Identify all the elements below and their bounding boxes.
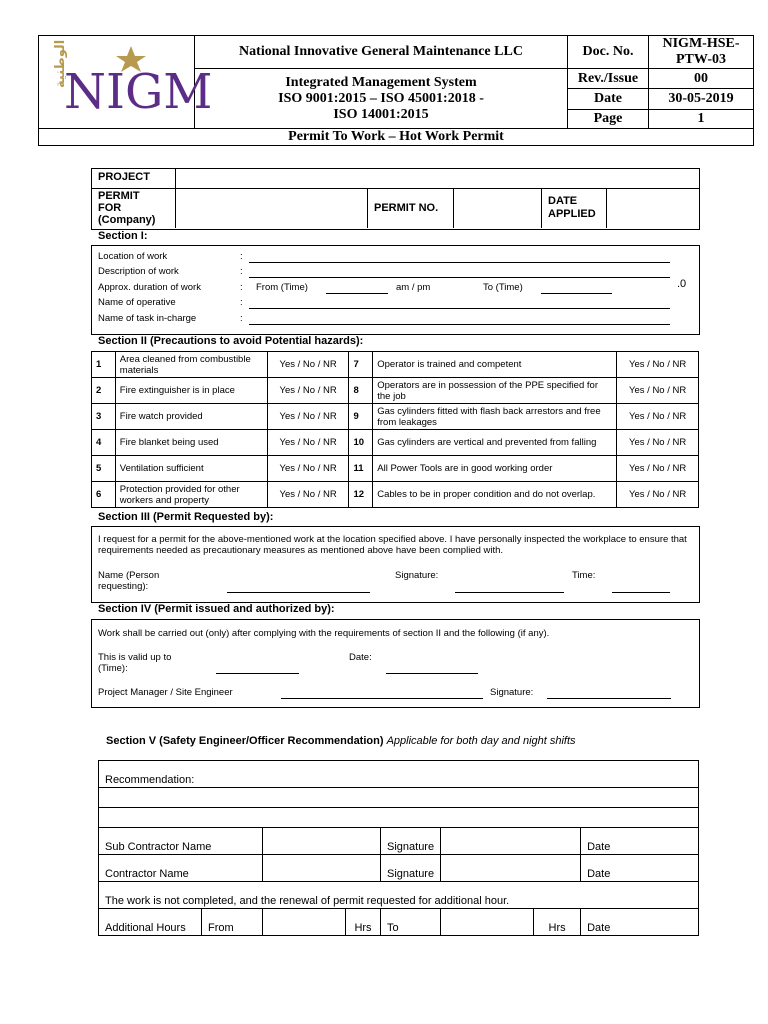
precaution-text: Area cleaned from combustible materials — [115, 352, 267, 378]
permit-for-line-3: (Company) — [98, 214, 156, 226]
to-time-label: To (Time) — [483, 282, 523, 293]
hrs-label-1: Hrs — [346, 909, 381, 936]
section3-statement: I request for a permit for the above-mentioned work at the location specified above. I have personally inspected the workplace to ensure that requirements needed as precautionary measures as mentioned above have been complied with. — [98, 534, 687, 556]
recommendation-label: Recommendation: — [105, 774, 195, 786]
precaution-number: 10 — [349, 430, 373, 456]
recommendation-cell[interactable] — [99, 761, 699, 788]
precaution-number: 6 — [92, 482, 116, 508]
section5-subtitle: Applicable for both day and night shifts — [386, 735, 576, 747]
precaution-row — [92, 456, 699, 482]
description-label: Description of work — [98, 266, 179, 277]
system-line-1: Integrated Management System — [285, 74, 477, 90]
precaution-number: 12 — [349, 482, 373, 508]
precaution-yes-no-nr[interactable]: Yes / No / NR — [267, 482, 349, 508]
precaution-number: 4 — [92, 430, 116, 456]
sub-contractor-label: Sub Contractor Name — [99, 828, 263, 855]
section4-date-field[interactable] — [386, 673, 478, 674]
to-time-field[interactable] — [541, 293, 612, 294]
permit-for-line-1: PERMIT — [98, 190, 140, 202]
precaution-row — [92, 430, 699, 456]
colon: : — [240, 266, 243, 277]
precaution-yes-no-nr[interactable]: Yes / No / NR — [617, 404, 699, 430]
requester-name-line-1: Name (Person — [98, 570, 160, 581]
date-value: 30-05-2019 — [649, 89, 754, 110]
operative-label: Name of operative — [98, 297, 176, 308]
section4-date-label: Date: — [349, 652, 372, 663]
section4-signature-field[interactable] — [547, 698, 671, 699]
sub-contractor-date-label: Date — [581, 828, 699, 855]
project-manager-field[interactable] — [281, 698, 483, 699]
logo-text: NIGM — [63, 63, 212, 120]
precaution-yes-no-nr[interactable]: Yes / No / NR — [617, 482, 699, 508]
requester-name-field[interactable] — [227, 592, 370, 593]
hrs-label-2: Hrs — [534, 909, 581, 936]
precaution-row — [92, 352, 699, 378]
management-system — [195, 69, 568, 129]
document-header — [38, 35, 754, 146]
requester-name-line-2: requesting): — [98, 581, 149, 592]
nigm-logo — [42, 39, 212, 120]
project-label: PROJECT — [98, 171, 150, 183]
precaution-yes-no-nr[interactable]: Yes / No / NR — [617, 430, 699, 456]
date-applied-label — [548, 195, 596, 221]
precaution-number: 2 — [92, 378, 116, 404]
precaution-number: 7 — [349, 352, 373, 378]
permit-no-field[interactable] — [454, 189, 540, 227]
to-label: To — [381, 909, 441, 936]
precaution-yes-no-nr[interactable]: Yes / No / NR — [617, 378, 699, 404]
contractor-label: Contractor Name — [99, 855, 263, 882]
date-applied-line-2: APPLIED — [548, 208, 596, 220]
section5-heading — [106, 735, 576, 747]
renewal-date-label: Date — [587, 922, 611, 934]
precaution-text: Fire extinguisher is in place — [115, 378, 267, 404]
rev-label: Rev./Issue — [568, 69, 649, 89]
precaution-yes-no-nr[interactable]: Yes / No / NR — [267, 430, 349, 456]
document-title: Permit To Work – Hot Work Permit — [39, 129, 754, 146]
logo-arabic-text: الوطنية — [52, 39, 68, 88]
project-field[interactable] — [176, 169, 698, 187]
contractor-signature-field[interactable] — [441, 855, 581, 882]
from-time-field[interactable] — [326, 293, 388, 294]
sub-contractor-signature-label: Signature — [381, 828, 441, 855]
colon: : — [240, 297, 243, 308]
precaution-yes-no-nr[interactable]: Yes / No / NR — [267, 378, 349, 404]
section4-statement: Work shall be carried out (only) after complying with the requirements of section II and the following (if any). — [98, 628, 550, 639]
precaution-text: Fire blanket being used — [115, 430, 267, 456]
precaution-text: Operators are in possession of the PPE specified for the job — [373, 378, 617, 404]
precaution-number: 3 — [92, 404, 116, 430]
from-label: From — [202, 909, 263, 936]
requester-signature-label: Signature: — [395, 570, 439, 581]
rev-value: 00 — [649, 69, 754, 89]
precaution-yes-no-nr[interactable]: Yes / No / NR — [617, 456, 699, 482]
requester-signature-field[interactable] — [455, 592, 564, 593]
precaution-text: Protection provided for other workers and property — [115, 482, 267, 508]
date-label: Date — [568, 89, 649, 110]
colon: : — [240, 313, 243, 324]
task-incharge-label: Name of task in-charge — [98, 313, 197, 324]
precaution-text: All Power Tools are in good working order — [373, 456, 617, 482]
recommendation-line-2[interactable] — [99, 788, 699, 808]
section4-title: Section IV (Permit issued and authorized by): — [98, 603, 335, 615]
sub-contractor-signature-field[interactable] — [441, 828, 581, 855]
precaution-text: Operator is trained and competent — [373, 352, 617, 378]
stray-mark: .0 — [677, 278, 687, 290]
project-vline-5 — [606, 188, 607, 228]
valid-up-to-field[interactable] — [216, 673, 299, 674]
requester-time-field[interactable] — [612, 592, 670, 593]
precaution-yes-no-nr[interactable]: Yes / No / NR — [267, 456, 349, 482]
valid-up-to-line-1: This is valid up to — [98, 652, 172, 663]
colon: : — [240, 251, 243, 262]
section2-title: Section II (Precautions to avoid Potential hazards): — [98, 335, 364, 347]
page-label: Page — [568, 110, 649, 129]
contractor-date-label: Date — [581, 855, 699, 882]
requester-name-label — [98, 570, 159, 592]
valid-up-to-label — [98, 652, 171, 674]
requester-time-label: Time: — [572, 570, 596, 581]
permit-for-label — [98, 190, 155, 226]
section5-table — [98, 760, 699, 936]
task-incharge-field[interactable] — [249, 324, 670, 325]
description-field[interactable] — [249, 277, 670, 278]
precaution-text: Cables to be in proper condition and do not overlap. — [373, 482, 617, 508]
location-field[interactable] — [249, 262, 670, 263]
precaution-yes-no-nr[interactable]: Yes / No / NR — [267, 352, 349, 378]
precaution-row — [92, 378, 699, 404]
precaution-row — [92, 404, 699, 430]
precautions-table — [91, 351, 699, 508]
system-line-2: ISO 9001:2015 – ISO 45001:2018 - — [278, 90, 484, 106]
precaution-number: 1 — [92, 352, 116, 378]
permit-no-label: PERMIT NO. — [374, 202, 439, 214]
to-field[interactable] — [441, 909, 534, 936]
operative-field[interactable] — [249, 308, 670, 309]
date-applied-line-1: DATE — [548, 195, 578, 207]
system-line-3: ISO 14001:2015 — [333, 106, 429, 122]
company-name: National Innovative General Maintenance LLC — [195, 36, 568, 69]
precaution-text: Gas cylinders are vertical and prevented from falling — [373, 430, 617, 456]
section4-signature-label: Signature: — [490, 687, 534, 698]
section5-title: Section V (Safety Engineer/Officer Recommendation) — [106, 735, 384, 747]
precaution-number: 9 — [349, 404, 373, 430]
section1-title: Section I: — [98, 230, 148, 242]
precaution-text: Ventilation sufficient — [115, 456, 267, 482]
permit-for-line-2: FOR — [98, 202, 122, 214]
precaution-number: 8 — [349, 378, 373, 404]
precaution-number: 11 — [349, 456, 373, 482]
project-vline-4 — [541, 188, 542, 228]
section3-title: Section III (Permit Requested by): — [98, 511, 274, 523]
contractor-field[interactable] — [263, 855, 381, 882]
permit-for-field[interactable] — [176, 189, 366, 227]
from-field[interactable] — [263, 909, 346, 936]
colon: : — [240, 282, 243, 293]
precaution-yes-no-nr[interactable]: Yes / No / NR — [617, 352, 699, 378]
duration-label: Approx. duration of work — [98, 282, 201, 293]
from-time-label: From (Time) — [256, 282, 308, 293]
precaution-number: 5 — [92, 456, 116, 482]
valid-up-to-line-2: (Time): — [98, 663, 128, 674]
precaution-text: Gas cylinders fitted with flash back arrestors and free from leakages — [373, 404, 617, 430]
sub-contractor-field[interactable] — [263, 828, 381, 855]
additional-hours-label: Additional Hours — [99, 909, 202, 936]
page-value: 1 — [649, 110, 754, 129]
recommendation-line-3[interactable] — [99, 808, 699, 828]
doc-no-label: Doc. No. — [568, 36, 649, 69]
logo-cell — [39, 36, 212, 129]
precaution-row — [92, 482, 699, 508]
precaution-text: Fire watch provided — [115, 404, 267, 430]
project-vline-2 — [367, 188, 368, 228]
renewal-date-cell[interactable] — [581, 909, 699, 936]
doc-no-value: NIGM-HSE-PTW-03 — [649, 36, 754, 69]
ampm-label: am / pm — [396, 282, 431, 293]
contractor-signature-label: Signature — [381, 855, 441, 882]
precaution-yes-no-nr[interactable]: Yes / No / NR — [267, 404, 349, 430]
location-label: Location of work — [98, 251, 168, 262]
project-manager-label: Project Manager / Site Engineer — [98, 687, 233, 698]
renewal-statement: The work is not completed, and the renewal of permit requested for additional hour. — [99, 882, 699, 909]
